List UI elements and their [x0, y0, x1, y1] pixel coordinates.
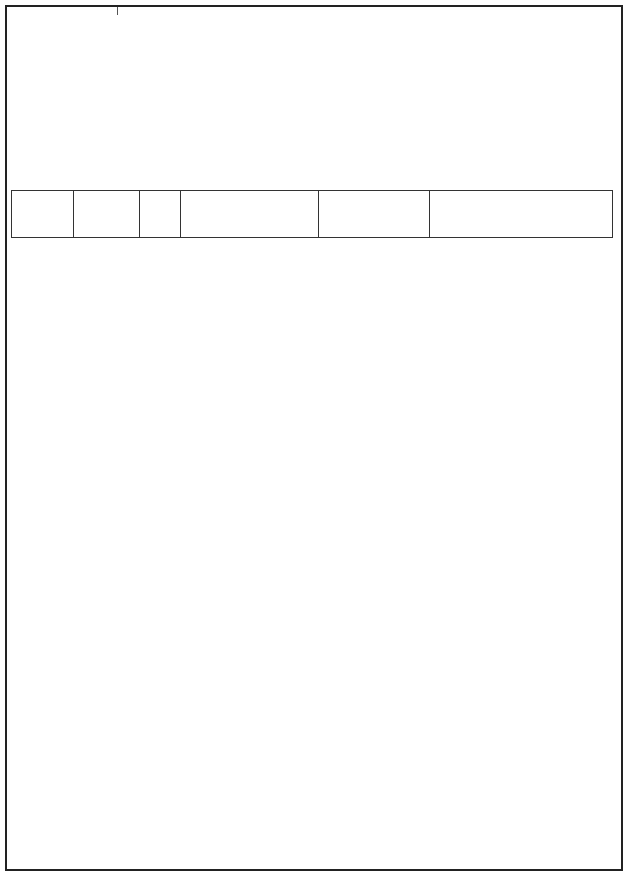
tender-notice: [5, 5, 623, 871]
table-header-row: [12, 191, 613, 238]
header-duration: [139, 191, 180, 238]
tender-table: [11, 190, 613, 238]
fold-line: [117, 7, 118, 15]
header-deposit: [180, 191, 318, 238]
header-estimate: [318, 191, 430, 238]
header-grade: [74, 191, 139, 238]
header-field: [12, 191, 74, 238]
header-title: [430, 191, 613, 238]
